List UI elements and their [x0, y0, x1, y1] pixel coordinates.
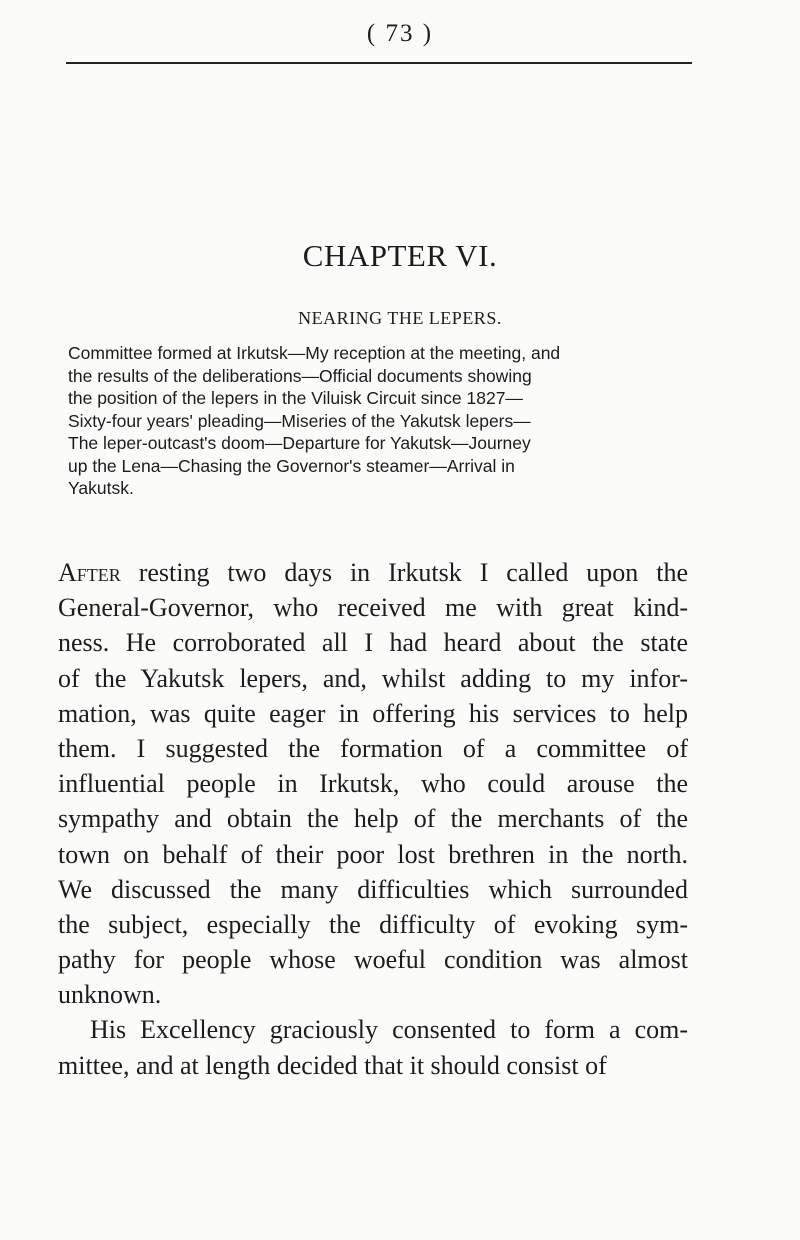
paragraph-line: mittee, and at length decided that it should consist of	[58, 1050, 607, 1080]
paragraph-line: General-Governor, who received me with great kind-	[58, 593, 688, 623]
paragraph-line: mation, was quite eager in offering his services to help	[58, 698, 688, 728]
synopsis-line: The leper-outcast's doom—Departure for Yakutsk—Journey	[68, 433, 531, 453]
paragraph-line: influential people in Irkutsk, who could arouse the	[58, 769, 688, 799]
chapter-synopsis	[68, 342, 678, 500]
paragraph-line: town on behalf of their poor lost brethren in the north.	[58, 839, 688, 869]
paragraph-line: ness. He corroborated all I had heard about the state	[58, 628, 688, 658]
paragraph-line: unknown.	[58, 980, 162, 1010]
body-text	[58, 555, 688, 1083]
page-number: ( 73 )	[366, 20, 434, 47]
first-line-text: resting two days in Irkutsk I called upon the	[120, 558, 688, 587]
paragraph-line: the subject, especially the difficulty of evoking sym-	[58, 909, 688, 939]
synopsis-line: the results of the deliberations—Official documents showing	[68, 365, 532, 386]
chapter-title: CHAPTER VI.	[302, 238, 498, 273]
drop-word: After	[58, 558, 121, 587]
synopsis-line: Sixty-four years' pleading—Miseries of the Yakutsk lepers—	[68, 410, 531, 431]
paragraph-line: them. I suggested the formation of a committee of	[58, 733, 688, 763]
paragraph-line: pathy for people whose woeful condition was almost	[58, 945, 688, 975]
paragraph-first-line	[58, 555, 688, 590]
synopsis-line: Yakutsk.	[68, 478, 134, 498]
paragraph-line: We discussed the many difficulties which surrounded	[58, 874, 688, 904]
synopsis-line: the position of the lepers in the Viluisk Circuit since 1827—	[68, 388, 523, 408]
paragraph-line: sympathy and obtain the help of the merchants of the	[58, 804, 688, 834]
paragraph-line: of the Yakutsk lepers, and, whilst adding to my infor-	[58, 663, 688, 693]
synopsis-line: Committee formed at Irkutsk—My reception at the meeting, and	[68, 343, 561, 363]
header-rule	[66, 62, 692, 64]
chapter-subtitle: NEARING THE LEPERS.	[298, 308, 502, 328]
paragraph-line: His Excellency graciously consented to form a com-	[90, 1015, 688, 1045]
synopsis-line: up the Lena—Chasing the Governor's steamer—Arrival in	[68, 455, 515, 476]
